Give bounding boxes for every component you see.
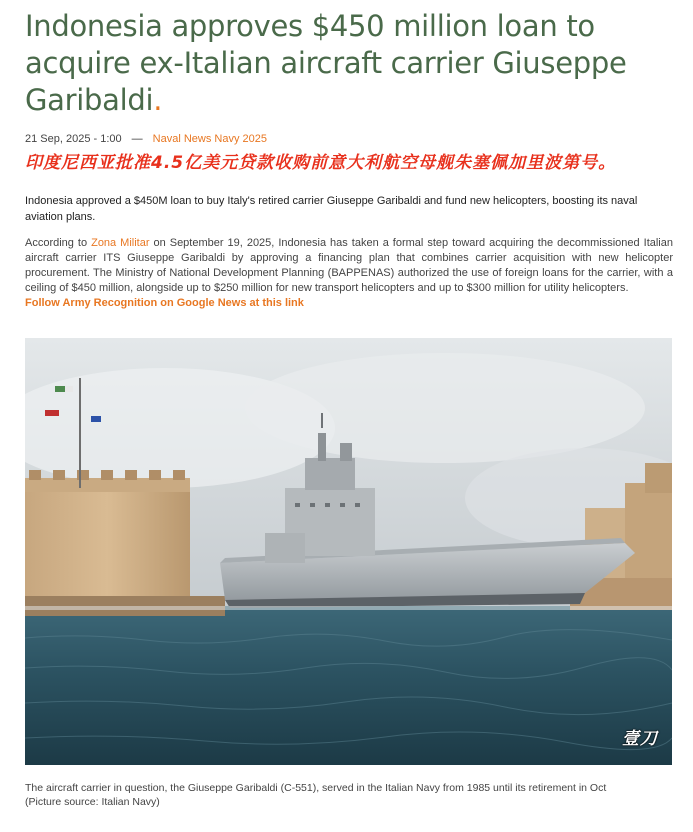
para-body: on September 19, 2025, Indonesia has taken a formal step toward acquiring the decommissioned Italian aircraft carrier ITS Giuseppe Garibaldi by approving a financing plan that combines carrier acquisition with new helicopter procurement. The Ministry of National Development Planning (BAPPENAS) authorized the use of foreign loans for the carrier, with a ceiling of $450 million, alongside up to $250 million for new transport helicopters and up to $300 million for utility helicopters. xyxy=(25,237,673,294)
carrier-photo xyxy=(25,338,672,765)
article-meta xyxy=(25,133,673,145)
caption-line-2: (Picture source: Italian Navy) xyxy=(25,796,160,808)
article-title xyxy=(25,8,673,119)
para-prefix: According to xyxy=(25,237,92,249)
article-title-text: Indonesia approves $450 million loan to acquire ex-Italian aircraft carrier Giuseppe Garibaldi xyxy=(25,9,627,117)
meta-separator: — xyxy=(131,133,143,145)
category-link[interactable]: Naval News Navy 2025 xyxy=(152,133,267,145)
caption-line-1: The aircraft carrier in question, the Giuseppe Garibaldi (C-551), served in the Italian Navy from 1985 until its retirement in Oct xyxy=(25,782,607,794)
title-dot: . xyxy=(153,83,163,117)
article-date: 21 Sep, 2025 - 1:00 xyxy=(25,133,122,145)
body-paragraph xyxy=(25,236,673,296)
follow-link[interactable]: Follow Army Recognition on Google News at this link xyxy=(25,297,304,309)
watermark-text: 壹刀 xyxy=(622,729,658,749)
source-link[interactable]: Zona Militar xyxy=(91,237,150,249)
lead-paragraph: Indonesia approved a $450M loan to buy Italy's retired carrier Giuseppe Garibaldi and fund new helicopters, boosting its naval aviation plans. xyxy=(25,195,638,223)
article xyxy=(25,0,673,311)
photo-caption xyxy=(25,781,673,809)
chinese-headline: 印度尼西亚批准4.5亿美元贷款收购前意大利航空母舰朱塞佩加里波第号。 xyxy=(25,153,617,173)
